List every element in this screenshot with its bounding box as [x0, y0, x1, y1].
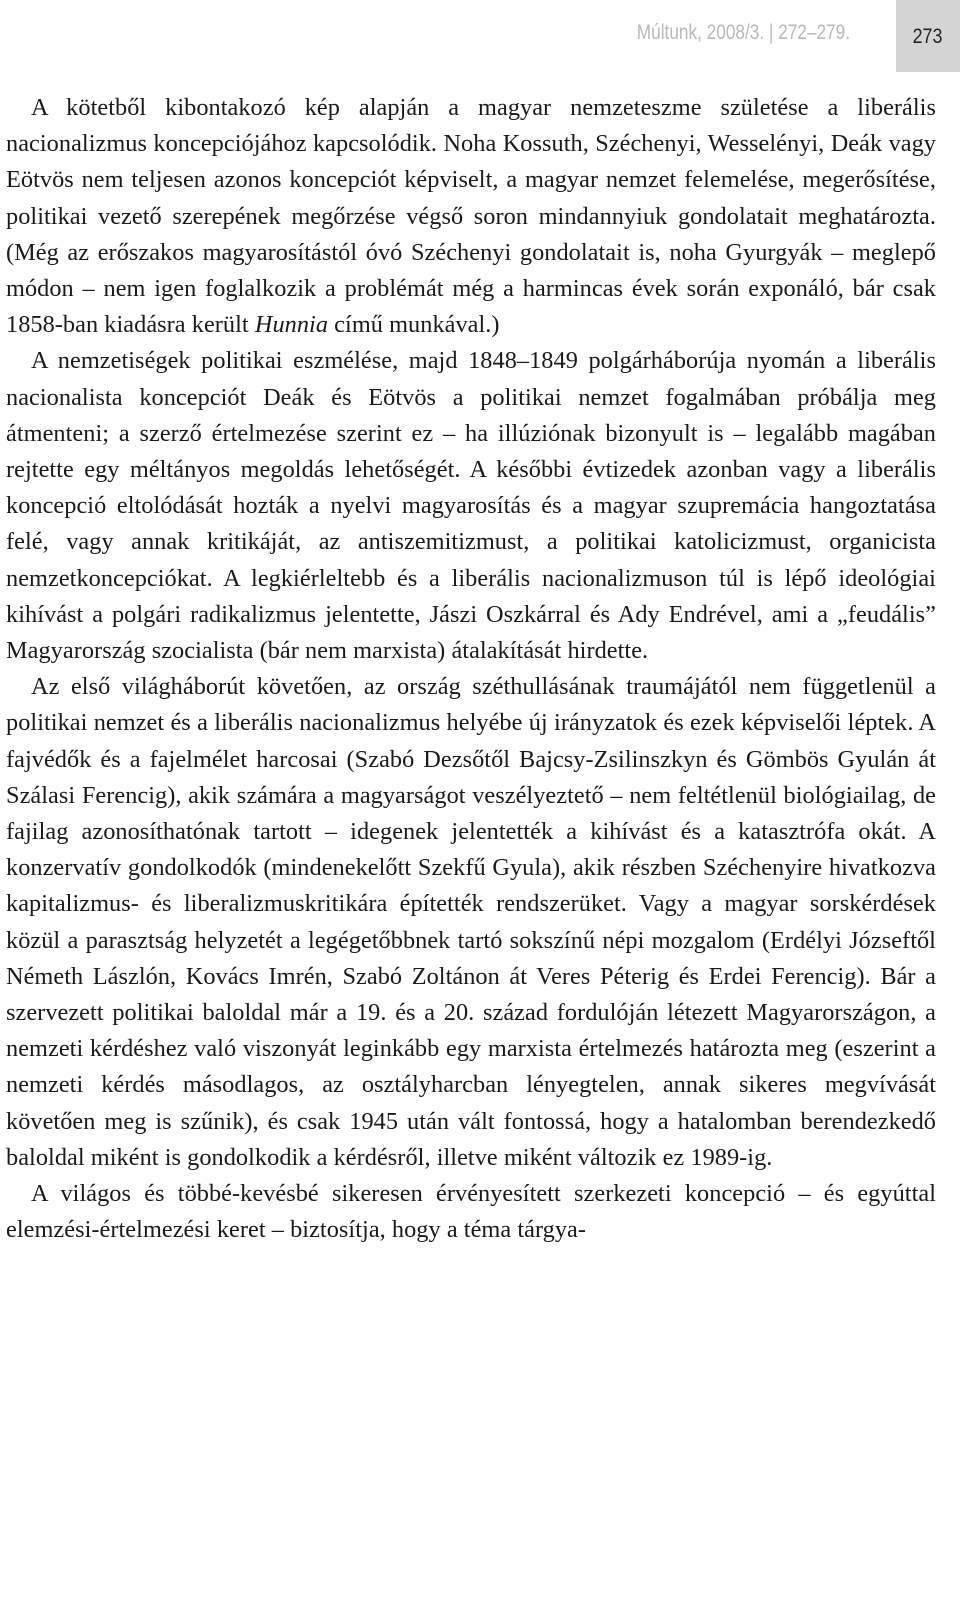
paragraph-1-text-before: A kötetből kibontakozó kép alapján a magyar nemzeteszme születése a liberális nacionalizmus koncepciójához kapcsolódik. Noha Kossuth, Széchenyi, Wesselényi, Deák vagy Eötvös nem teljesen azonos koncepciót képviselt, a magyar nemzet felemelése, megerősítése, politikai vezető szerepének megőrzése végső soron mindannyiuk gondolatait meghatározta. (Még az erőszakos magyarosítástól óvó Széchenyi gondolatait is, noha Gyurgyák – meglepő módon – nem igen foglalkozik a problémát még a harmincas évek során exponáló, bár csak 1858-ban kiadásra került: [6, 94, 936, 339]
journal-reference: Múltunk, 2008/3. | 272–279.: [636, 21, 850, 44]
book-title-hunnia: Hunnia: [254, 311, 329, 339]
page-number: 273: [913, 25, 943, 48]
paragraph-1: [6, 90, 936, 343]
paragraph-3: Az első világháborút követően, az ország széthullásának traumájától nem függetlenül a politikai nemzet és a liberális nacionalizmus helyébe új irányzatok és ezek képviselői léptek. A fajvédők és a fajelmélet harcosai (Szabó Dezsőtől Bajcsy-Zsilinszkyn és Gömbös Gyulán át Szálasi Ferencig), akik számára a magyarságot veszélyeztető – nem feltétlenül biológiailag, de fajilag azonosíthatónak tartott – idegenek jelentették a kihívást és a katasztrófa okát. A konzervatív gondolkodók (mindenekelőtt Szekfű Gyula), akik részben Széchenyire hivatkozva kapitalizmus- és liberalizmuskritikára építették rendszerüket. Vagy a magyar sorskérdések közül a parasztság helyzetét a legégetőbbnek tartó sokszínű népi mozgalom (Erdélyi Józseftől Németh Lászlón, Kovács Imrén, Szabó Zoltánon át Veres Péterig és Erdei Ferencig). Bár a szervezett politikai baloldal már a 19. és a 20. század fordulóján létezett Magyarországon, a nemzeti kérdéshez való viszonyát leginkább egy marxista értelmezés határozta meg (eszerint a nemzeti kérdés másodlagos, az osztályharcban lényegtelen, annak sikeres megvívását követően meg is szűnik), és csak 1945 után vált fontossá, hogy a hatalomban berendezkedő baloldal miként is gondolkodik a kérdésről, illetve miként változik ez 1989-ig.: [6, 673, 936, 1171]
page-number-box: [896, 0, 960, 72]
paragraph-2: A nemzetiségek politikai eszmélése, majd 1848–1849 polgárháborúja nyomán a liberális nacionalista koncepciót Deák és Eötvös a politikai nemzet fogalmában próbálja meg átmenteni; a szerző értelmezése szerint ez – ha illúziónak bizonyult is – legalább magában rejtette egy méltányos megoldás lehetőségét. A későbbi évtizedek azonban vagy a liberális koncepció eltolódását hozták a nyelvi magyarosítás és a magyar szupremácia hangoztatása felé, vagy annak kritikáját, az antiszemitizmust, a politikai katolicizmust, organicista nemzetkoncepciókat. A legkiérleltebb és a liberális nacionalizmuson túl is lépő ideológiai kihívást a polgári radikalizmus jelentette, Jászi Oszkárral és Ady Endrével, ami a „feudális” Magyarország szocialista (bár nem marxista) átalakítását hirdette.: [6, 347, 936, 665]
body-text: [6, 90, 936, 1249]
paragraph-4: A világos és többé-kevésbé sikeresen érvényesített szerkezeti koncepció – és egyúttal elemzési-értelmezési keret – biztosítja, hogy a téma tárgya-: [6, 1180, 936, 1244]
paragraph-1-text-after: című munkával.): [328, 311, 500, 339]
page-header: [0, 0, 960, 72]
